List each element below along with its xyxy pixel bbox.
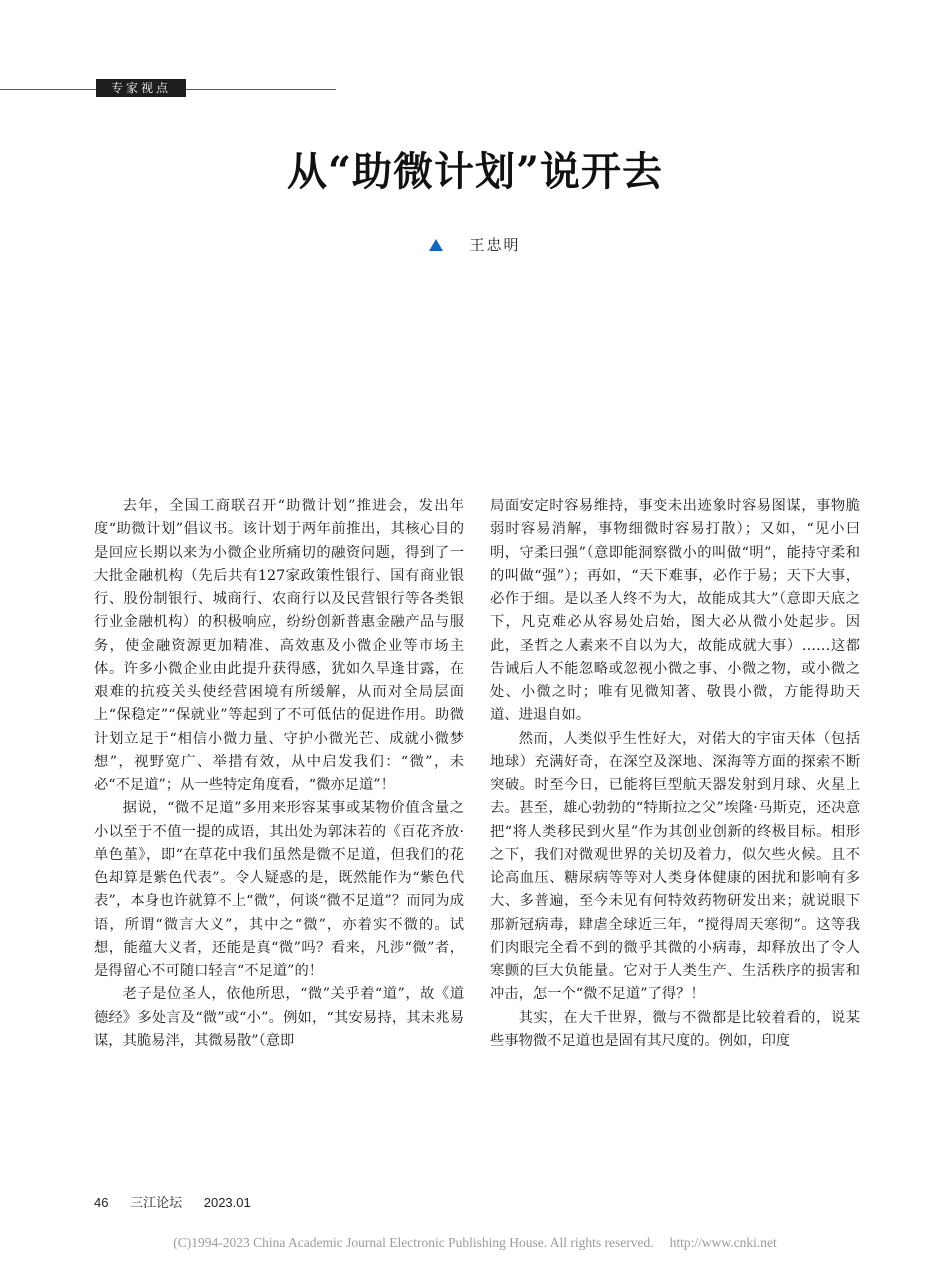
author-name: 王忠明 (469, 236, 521, 254)
copyright-url: http://www.cnki.net (669, 1235, 777, 1250)
page-number: 46 (94, 1195, 109, 1210)
body-column-left (94, 495, 464, 1053)
paragraph-continuation: 局面安定时容易维持，事变未出迹象时容易图谋，事物脆弱时容易消解，事物细微时容易打散）；又如，“见小曰明，守柔曰强”（意即能洞察微小的叫做“明”，能持守柔和的叫做“强”）；再如，“天下难事，必作于易；天下大事，必作于细。是以圣人终不为大，故能成其大”（意即天底之下，凡克难必从容易处启始，图大必从微小处起步。因此，圣哲之人素来不自以为大，故能成就大事）……这都告诫后人不能忽略或忽视小微之事、小微之物，或小微之处、小微之时；唯有见微知著、敬畏小微，方能得助天道、进退自如。 (490, 498, 860, 724)
issue-number: 2023.01 (203, 1195, 251, 1210)
paragraph: 然而，人类似乎生性好大，对偌大的宇宙天体（包括地球）充满好奇，在深空及深地、深海等方面的探索不断突破。时至今日，已能将巨型航天器发射到月球、火星上去。甚至，雄心勃勃的“特斯拉之父”埃隆·马斯克，还决意把“将人类移民到火星”作为其创业创新的终极目标。相形之下，我们对微观世界的关切及着力，似欠些火候。且不论高血压、糖尿病等等对人类身体健康的困扰和影响有多大、多普遍，至今未见有何特效药物研发出来；就说眼下那新冠病毒，肆虐全球近三年，“搅得周天寒彻”。这等我们肉眼完全看不到的微乎其微的小病毒，却释放出了令人寒颤的巨大负能量。它对于人类生产、生活秩序的损害和冲击，怎一个“微不足道”了得？！ (490, 730, 860, 1003)
paragraph: 据说，“微不足道”多用来形容某事或某物价值含量之小以至于不值一提的成语，其出处为郭沫若的《百花齐放·单色堇》，即“在草花中我们虽然是微不足道，但我们的花色却算是紫色代表”。令人疑惑的是，既然能作为“紫色代表”，本身也许就算不上“微”，何谈“微不足道”？而同为成语，所谓“微言大义”，其中之“微”，亦着实不微的。试想，能蕴大义者，还能是真“微”吗？看来，凡涉“微”者，是得留心不可随口轻言“不足道”的！ (94, 800, 464, 979)
body-column-right (490, 495, 860, 1053)
copyright-line (0, 1235, 950, 1251)
paragraph: 其实，在大千世界，微与不微都是比较着看的，说某些事物微不足道也是固有其尺度的。例如，印度 (490, 1009, 860, 1049)
article-title: 从“助微计划”说开去 (286, 148, 663, 195)
section-tag: 专家视点 (96, 79, 186, 97)
page-footer (94, 1192, 269, 1211)
journal-name: 三江论坛 (130, 1195, 183, 1210)
copyright-notice: (C)1994-2023 China Academic Journal Electronic Publishing House. All rights reserved. (173, 1235, 654, 1250)
paragraph: 老子是位圣人，依他所思，“微”关乎着“道”，故《道德经》多处言及“微”或“小”。例如，“其安易持，其未兆易谋，其脆易泮，其微易散”（意即 (94, 986, 464, 1049)
triangle-icon (429, 239, 443, 251)
byline (0, 234, 950, 255)
paragraph: 去年，全国工商联召开“助微计划”推进会，发出年度“助微计划”倡议书。该计划于两年前推出，其核心目的是回应长期以来为小微企业所痛切的融资问题，得到了一大批金融机构（先后共有127家政策性银行、国有商业银行、股份制银行、城商行、农商行以及民营银行等各类银行业金融机构）的积极响应，纷纷创新普惠金融产品与服务，使金融资源更加精准、高效惠及小微企业等市场主体。许多小微企业由此提升获得感，犹如久旱逢甘露，在艰难的抗疫关头使经营困境有所缓解，从而对全局层面上“保稳定”“保就业”等起到了不可低估的促进作用。助微计划立足于“相信小微力量、守护小微光芒、成就小微梦想”，视野宽广、举措有效，从中启发我们：“微”，未必“不足道”；从一些特定角度看，“微亦足道”！ (94, 498, 464, 793)
